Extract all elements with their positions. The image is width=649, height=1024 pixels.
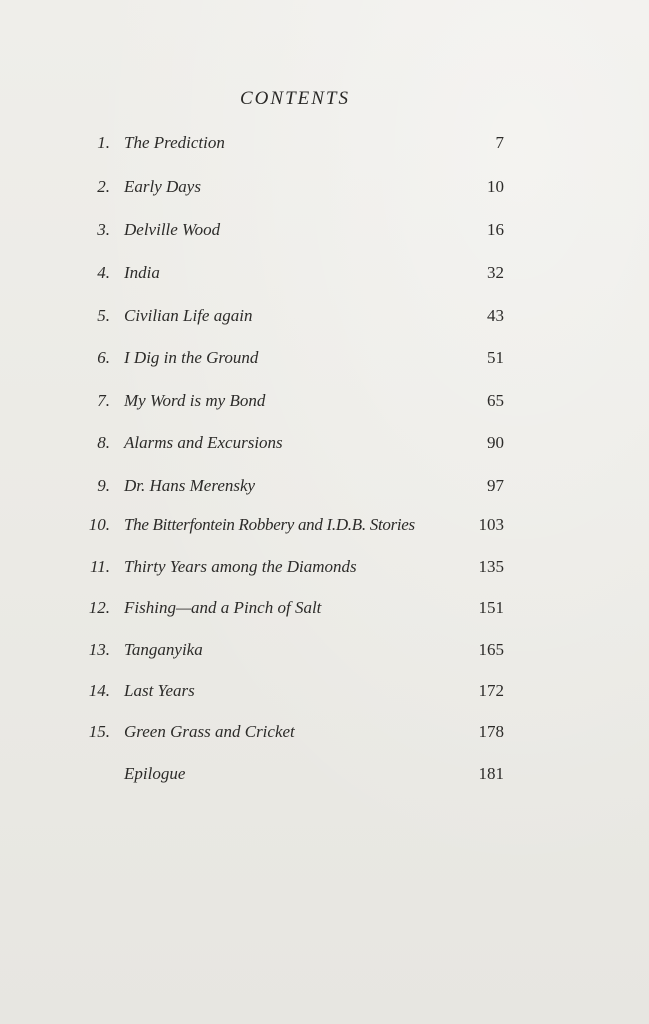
chapter-number: 9. <box>97 476 110 495</box>
toc-entry <box>0 474 649 498</box>
chapter-title: The Prediction <box>124 133 225 152</box>
chapter-number: 1. <box>97 133 110 152</box>
contents-heading: CONTENTS <box>240 88 350 109</box>
page-number: 16 <box>487 220 504 239</box>
page-number: 165 <box>478 640 504 659</box>
chapter-title: Last Years <box>124 681 195 700</box>
toc-entry <box>0 596 649 620</box>
chapter-number: 14. <box>88 681 110 700</box>
page-number: 97 <box>487 476 504 495</box>
toc-entry <box>0 346 649 370</box>
chapter-title: Thirty Years among the Diamonds <box>124 557 357 576</box>
chapter-number: 15. <box>88 722 110 741</box>
chapter-title: Civilian Life again <box>124 306 253 325</box>
chapter-title: India <box>124 263 160 282</box>
page-number: 178 <box>478 722 504 741</box>
chapter-number: 6. <box>97 348 110 367</box>
page-number: 90 <box>487 433 504 452</box>
page-number: 151 <box>478 598 504 617</box>
chapter-title: Green Grass and Cricket <box>124 722 295 741</box>
toc-entry <box>0 131 649 155</box>
toc-entry <box>0 175 649 199</box>
chapter-title: Alarms and Excursions <box>124 433 283 452</box>
page-number: 10 <box>487 177 504 196</box>
chapter-number: 4. <box>97 263 110 282</box>
toc-entry <box>0 304 649 328</box>
page-number: 103 <box>478 515 504 534</box>
chapter-number: 5. <box>97 306 110 325</box>
chapter-number: 7. <box>97 391 110 410</box>
toc-entry <box>0 638 649 662</box>
page-number: 32 <box>487 263 504 282</box>
toc-entry <box>0 431 649 455</box>
page-number: 51 <box>487 348 504 367</box>
page-number: 7 <box>495 133 504 152</box>
chapter-title: Early Days <box>124 177 201 196</box>
chapter-number: 12. <box>88 598 110 617</box>
page-number: 135 <box>478 557 504 576</box>
chapter-title: The Bitterfontein Robbery and I.D.B. Stories <box>124 515 415 534</box>
toc-entry <box>0 762 649 786</box>
chapter-number: 10. <box>88 515 110 534</box>
chapter-title: Tanganyika <box>124 640 203 659</box>
chapter-title: Delville Wood <box>124 220 221 239</box>
page-number: 172 <box>478 681 504 700</box>
page-number: 181 <box>478 764 504 783</box>
toc-entry <box>0 513 649 537</box>
chapter-title: Fishing—and a Pinch of Salt <box>124 598 322 617</box>
toc-entry <box>0 720 649 744</box>
toc-entry <box>0 679 649 703</box>
chapter-number: 8. <box>97 433 110 452</box>
page-number: 43 <box>487 306 504 325</box>
chapter-number: 13. <box>88 640 110 659</box>
chapter-number: 3. <box>97 220 110 239</box>
chapter-number: 11. <box>90 557 110 576</box>
chapter-title: Dr. Hans Merensky <box>124 476 256 495</box>
chapter-title: My Word is my Bond <box>124 391 266 410</box>
toc-entry <box>0 261 649 285</box>
page-number: 65 <box>487 391 504 410</box>
toc-entry <box>0 389 649 413</box>
chapter-number: 2. <box>97 177 110 196</box>
toc-entry <box>0 555 649 579</box>
chapter-title: Epilogue <box>124 764 186 783</box>
toc-entry <box>0 218 649 242</box>
chapter-title: I Dig in the Ground <box>124 348 259 367</box>
